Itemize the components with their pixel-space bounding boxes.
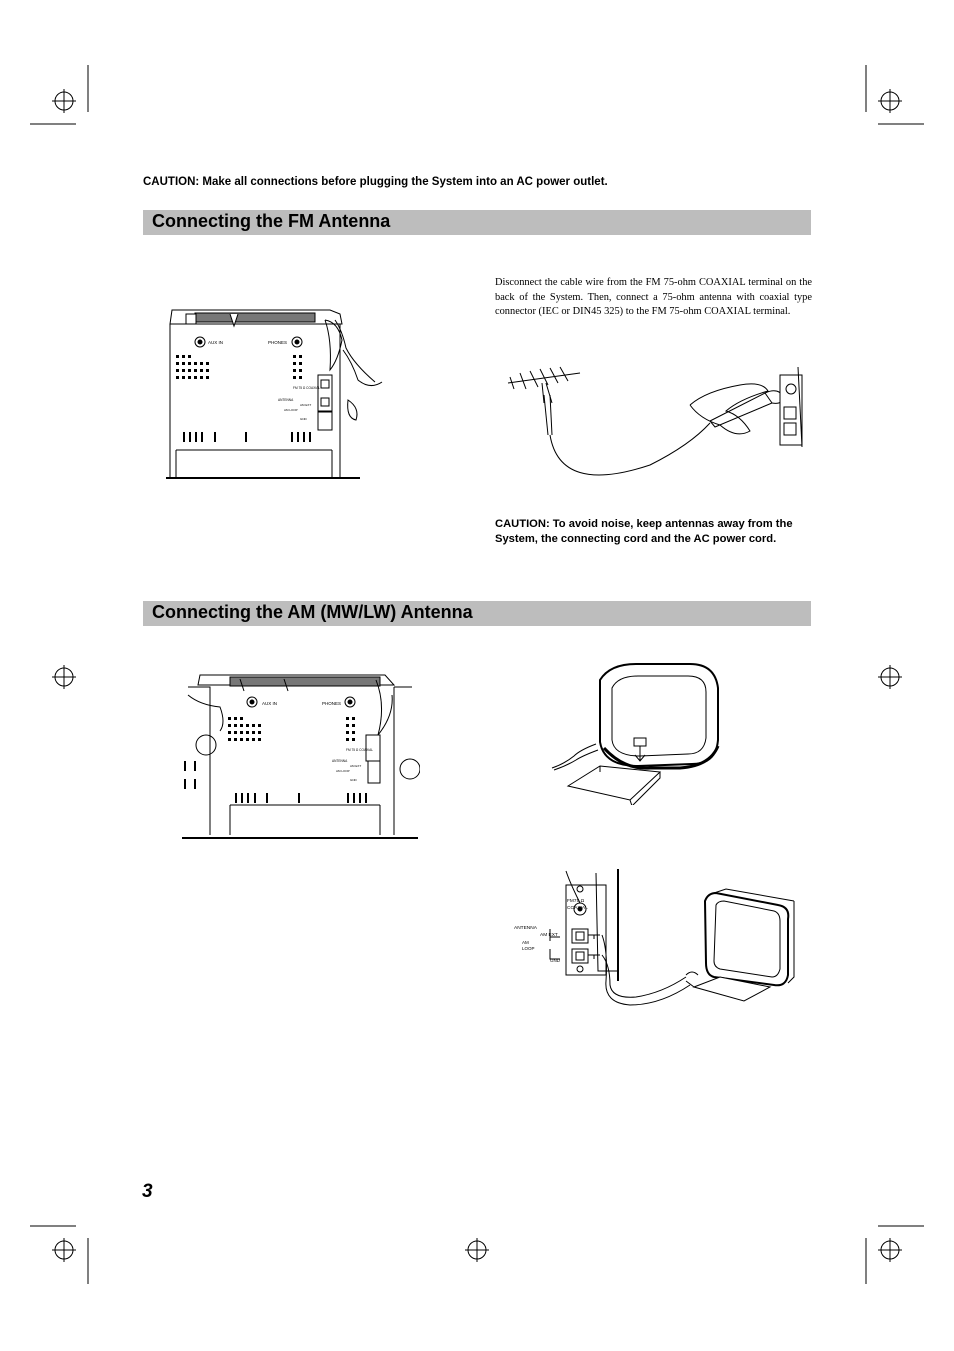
fm-panel-coaxial: FM 75 Ω COAXIAL — [293, 386, 321, 390]
page-number: 3 — [142, 1181, 153, 1202]
fm-panel-phones: PHONES — [268, 340, 288, 345]
fm-panel-am-loop: AM LOOP — [284, 408, 298, 412]
am-panel-phones: PHONES — [322, 701, 342, 706]
am-connection-detail-illustration — [510, 865, 800, 1015]
am-panel-am-ext: AM EXT — [350, 764, 362, 768]
fm-panel-am-ext: AM EXT — [300, 403, 312, 407]
am-panel-coaxial: FM 75 Ω COAXIAL — [346, 748, 374, 752]
am-panel-am-loop: AM LOOP — [336, 769, 350, 773]
am-section-title: Connecting the AM (MW/LW) Antenna — [152, 602, 473, 622]
fm-panel-gnd: GND — [300, 417, 307, 421]
fm-rear-panel-illustration — [160, 300, 390, 482]
am-panel-aux-in: AUX IN — [262, 701, 278, 706]
am-rear-panel-illustration — [180, 665, 420, 843]
fm-panel-aux-in: AUX IN — [208, 340, 224, 345]
fm-instructions: Disconnect the cable wire from the FM 75-ohm COAXIAL terminal on the back of the System. Then, connect a 75-ohm antenna with coaxial type connector (IEC or DIN45 325) to the FM 75-ohm COAXIAL terminal. — [495, 277, 812, 318]
detail-loop: LOOP — [522, 946, 535, 951]
detail-antenna: ANTENNA — [514, 926, 537, 931]
fm-panel-antenna: ANTENNA — [278, 398, 294, 402]
am-panel-antenna: ANTENNA — [332, 759, 348, 763]
detail-fm-coaxial-1: FM75 Ω — [567, 899, 585, 904]
detail-fm-coaxial-2: COAXIAL — [567, 906, 588, 911]
detail-gnd: GND — [550, 958, 560, 963]
am-loop-assembly-illustration — [540, 660, 750, 805]
detail-am-ext: AM EXT — [540, 933, 558, 938]
detail-am: AM — [522, 940, 529, 945]
fm-section-header — [143, 210, 811, 235]
fm-section-title: Connecting the FM Antenna — [152, 211, 391, 231]
caution-connections: CAUTION: Make all connections before plugging the System into an AC power outlet. — [143, 176, 608, 188]
fm-antenna-illustration — [500, 355, 808, 485]
am-panel-gnd: GND — [350, 778, 357, 782]
caution-noise: CAUTION: To avoid noise, keep antennas away from the System, the connecting cord and the AC power cord. — [495, 518, 793, 545]
am-section-header — [143, 601, 811, 626]
